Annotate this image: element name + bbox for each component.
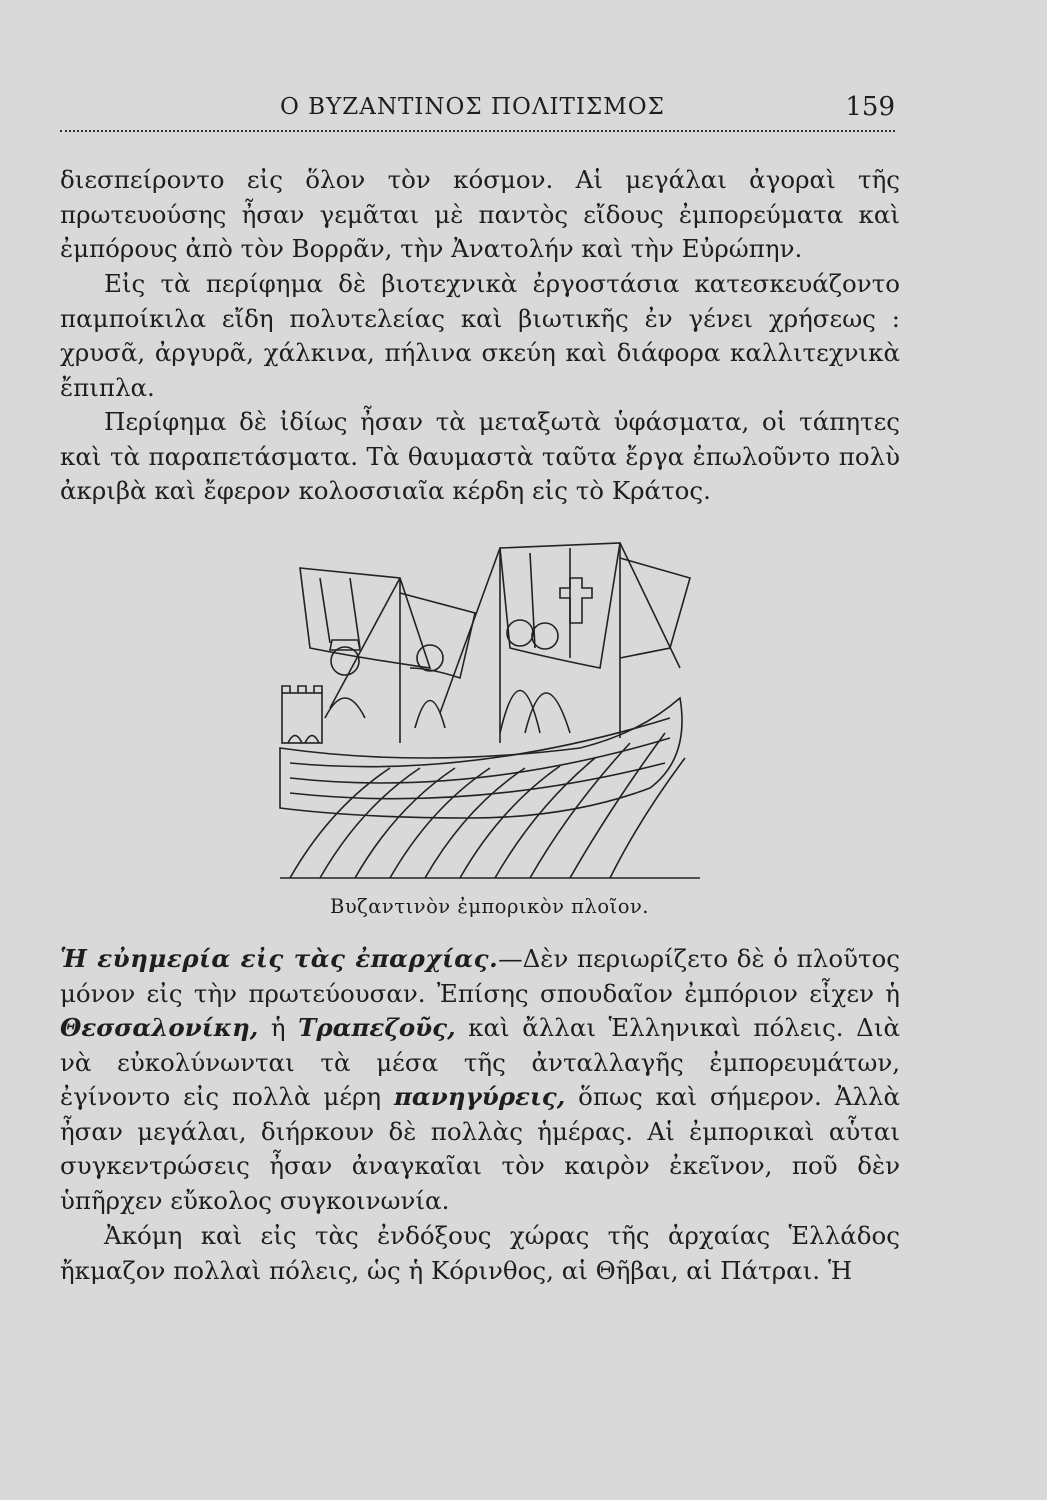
figure-caption: Βυζαντινὸν ἐμπορικὸν πλοῖον. bbox=[330, 895, 649, 918]
paragraph-4-text-3: καὶ ἄλλαι Ἑλληνικαὶ πόλεις. Διὰ νὰ εὐκολύνωνται τὰ μέσα τῆς ἀνταλλαγῆς ἐμπορευμάτων, ἐγίνοντο εἰς πολλὰ μέρη bbox=[60, 1013, 900, 1111]
paragraph-3: Περίφημα δὲ ἰδίως ἦσαν τὰ μεταξωτὰ ὑφάσματα, οἱ τάπητες καὶ τὰ παραπετάσματα. Τὰ θαυμαστὰ ταῦτα ἔργα ἐπωλοῦντο πολὺ ἀκριβὰ καὶ ἔφερον κολοσσιαῖα κέρδη εἰς τὸ Κράτος. bbox=[60, 407, 900, 505]
header-rule bbox=[60, 130, 895, 132]
paragraph-4-text-1: —Δὲν περιωρίζετο δὲ ὁ πλοῦτος μόνον εἰς τὴν πρωτεύουσαν. Ἐπίσης σπουδαῖον ἐμπόριον εἶχεν ἡ bbox=[60, 944, 900, 1008]
paragraph-4-text-4: ὅπως καὶ σήμερον. Ἀλλὰ ἦσαν μεγάλαι, διήρκουν δὲ πολλὰς ἡμέρας. Αἱ ἐμπορικαὶ αὗται συγκεντρώσεις ἦσαν ἀναγκαῖαι τὸν καιρὸν ἐκεῖνον, ποῦ δὲν ὑπῆρχεν εὔκολος συγκοινωνία. bbox=[60, 1082, 900, 1215]
paragraph-4-text-2: ἡ bbox=[258, 1013, 299, 1042]
section-heading: Ἡ εὐημερία εἰς τὰς ἐπαρχίας. bbox=[60, 944, 499, 973]
emphasis-panigyreis: πανηγύρεις, bbox=[393, 1082, 566, 1111]
ship-illustration bbox=[270, 518, 710, 883]
emphasis-thessaloniki: Θεσσαλονίκη, bbox=[60, 1013, 259, 1042]
paragraph-5: Ἀκόμη καὶ εἰς τὰς ἐνδόξους χώρας τῆς ἀρχαίας Ἑλλάδος ἤκμαζον πολλαὶ πόλεις, ὡς ἡ Κόρινθος, αἱ Θῆβαι, αἱ Πάτραι. Ἡ bbox=[60, 1221, 900, 1285]
running-title: Ο ΒΥΖΑΝΤΙΝΟΣ ΠΟΛΙΤΙΣΜΟΣ bbox=[280, 94, 665, 120]
paragraph-2: Εἰς τὰ περίφημα δὲ βιοτεχνικὰ ἐργοστάσια κατεσκευάζοντο παμποίκιλα εἴδη πολυτελείας καὶ βιωτικῆς ἐν γένει χρήσεως : χρυσᾶ, ἀργυρᾶ, χάλκινα, πήλινα σκεύη καὶ διάφορα καλλιτεχνικὰ ἔπιπλα. bbox=[60, 269, 900, 402]
paragraph-1: διεσπείροντο εἰς ὅλον τὸν κόσμον. Αἱ μεγάλαι ἀγοραὶ τῆς πρωτευούσης ἦσαν γεμᾶται μὲ παντὸς εἴδους ἐμπορεύματα καὶ ἐμπόρους ἀπὸ τὸν Βορρᾶν, τὴν Ἀνατολήν καὶ τὴν Εὐρώπην. bbox=[60, 165, 900, 263]
page-number: 159 bbox=[845, 92, 895, 122]
paragraph-4 bbox=[60, 942, 900, 1218]
emphasis-trapezous: Τραπεζοῦς, bbox=[298, 1013, 456, 1042]
page-header bbox=[60, 94, 895, 128]
